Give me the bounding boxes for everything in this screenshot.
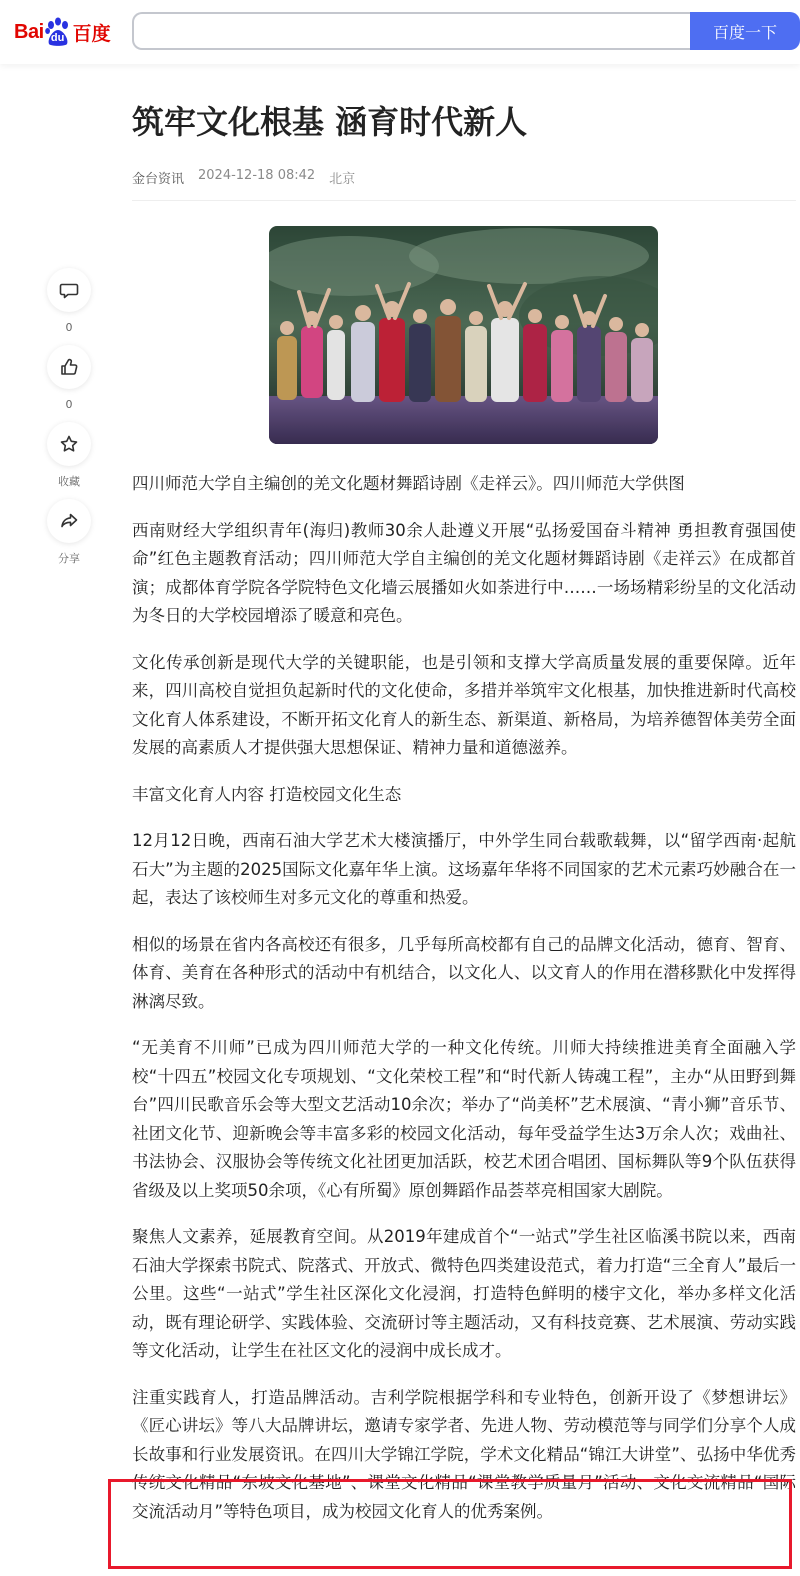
search-input[interactable] [132,12,692,50]
paragraph-1: 西南财经大学组织青年(海归)教师30余人赴遵义开展“弘扬爱国奋斗精神 勇担教育强国使命”红色主题教育活动；四川师范大学自主编创的羌文化题材舞蹈诗剧《走祥云》在成都首演；成都体育学院各学院特色文化墙云展播如火如荼进行中……一场场精彩纷呈的文化活动为冬日的大学校园增添了暖意和亮色。 [132,520,796,625]
article-location: 北京 [329,172,356,187]
like-button[interactable] [47,345,91,389]
baidu-logo[interactable] [14,14,111,50]
paragraph-5: “无美育不川师”已成为四川师范大学的一种文化传统。川师大持续推进美育全面融入学校“十四五”校园文化专项规划、“文化荣校工程”和“时代新人铸魂工程”，主办“从田野到舞台”四川民歌音乐会等大型文艺活动10余次；举办了“尚美杯”艺术展演、“青小狮”音乐节、社团文化节、迎新晚会等丰富多彩的校园文化活动，每年受益学生达3万余人次；戏曲社、书法协会、汉服协会等传统文化社团更加活跃，校艺术团合唱团、国标舞队等9个队伍获得省级及以上奖项50余项，《心有所蜀》原创舞蹈作品荟萃亮相国家大剧院。 [132,1038,796,1200]
paragraph-7: 注重实践育人，打造品牌活动。吉利学院根据学科和专业特色，创新开设了《梦想讲坛》《匠心讲坛》等八大品牌讲坛，邀请专家学者、先进人物、劳动模范等与同学们分享个人成长故事和行业发展资讯。在四川大学锦江学院，学术文化精品“锦江大讲堂”、弘扬中华优秀传统文化精品“东坡文化基地”、课堂文化精品“课堂教学质量月”活动、文化交流精品“国际交流活动月”等特色项目，成为校园文化育人的优秀案例。 [132,1387,796,1521]
article-source[interactable]: 金台资讯 [132,172,185,187]
article-hero-image [269,226,658,444]
paragraph-6: 聚焦人文素养，延展教育空间。从2019年建成首个“一站式”学生社区临溪书院以来，西南石油大学探索书院式、院落式、开放式、微特色四类建设范式，着力打造“三全育人”最后一公里。这些“一站式”学生社区深化文化浸润，打造特色鲜明的楼宇文化，举办多样文化活动，既有理论研学、实践体验、交流研讨等主题活动，又有科技竞赛、艺术展演、劳动实践等文化活动，让学生在社区文化的浸润中成长成才。 [132,1227,796,1360]
share-icon [59,511,79,531]
favorite-action[interactable] [47,422,91,489]
share-label: 分享 [58,552,80,565]
share-action[interactable] [47,499,91,566]
favorite-label: 收藏 [58,475,80,488]
favorite-button[interactable] [47,422,91,466]
image-caption: 四川师范大学自主编创的羌文化题材舞蹈诗剧《走祥云》。四川师范大学供图 [132,474,685,493]
paragraph-2: 文化传承创新是现代大学的关键职能，也是引领和支撑大学高质量发展的重要保障。近年来，四川高校自觉担负起新时代的文化使命，多措并举筑牢文化根基，加快推进新时代高校文化育人体系建设，不断开拓文化育人的新生态、新渠道、新格局，为培养德智体美劳全面发展的高素质人才提供强大思想保证、精神力量和道德滋养。 [132,652,796,757]
article-meta [132,168,355,187]
article-body [132,470,796,1544]
like-count: 0 [65,398,73,411]
logo-text-bai: Bai [14,20,44,43]
thumbs-up-icon [59,357,79,377]
paw-icon [45,17,71,47]
comment-count: 0 [65,321,73,334]
paragraph-3: 12月12日晚，西南石油大学艺术大楼演播厅，中外学生同台载歌载舞，以“留学西南·起航石大”为主题的2025国际文化嘉年华上演。这场嘉年华将不同国家的艺术元素巧妙融合在一起，表达了该校师生对多元文化的尊重和热爱。 [132,831,796,907]
comment-icon [59,280,79,300]
header-divider [132,200,796,201]
logo-text-cn: 百度 [72,23,111,45]
logo-text-du: du [50,32,65,44]
star-icon [59,434,79,454]
section-subheading: 丰富文化育人内容 打造校园文化生态 [132,784,402,804]
search-button[interactable]: 百度一下 [690,12,800,50]
like-action[interactable] [47,345,91,412]
article-title: 筑牢文化根基 涵育时代新人 [132,103,528,141]
paragraph-4: 相似的场景在省内各高校还有很多，几乎每所高校都有自己的品牌文化活动，德育、智育、体育、美育在各种形式的活动中有机结合，以文化人、以文育人的作用在潜移默化中发挥得淋漓尽致。 [132,934,796,1011]
share-button[interactable] [47,499,91,543]
comment-button[interactable] [47,268,91,312]
comment-action[interactable] [47,268,91,335]
article-datetime: 2024-12-18 08:42 [198,168,316,183]
top-header [0,0,800,64]
